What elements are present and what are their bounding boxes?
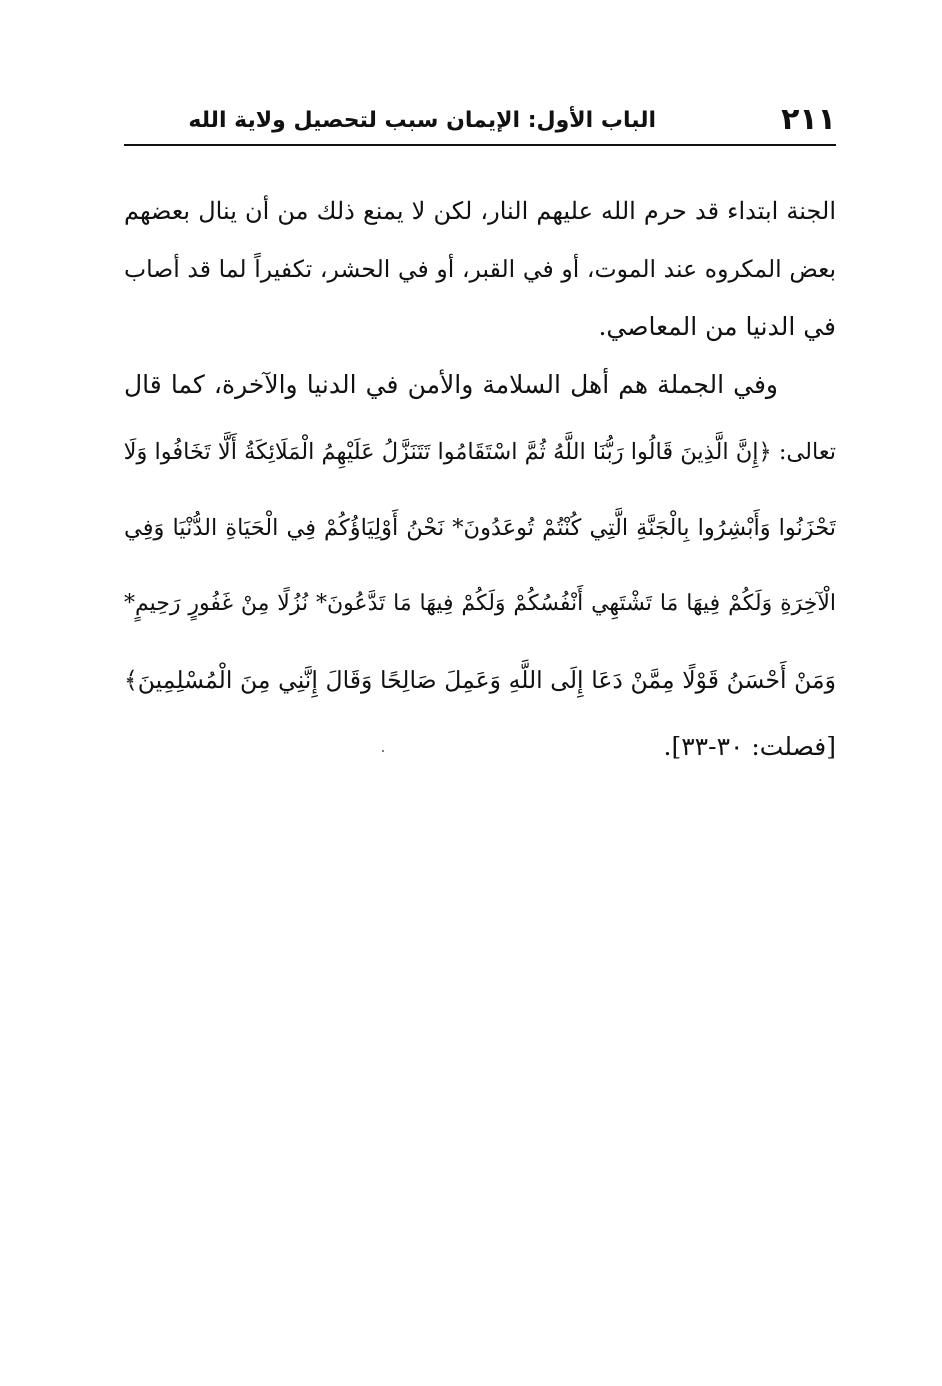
paragraph-line: الجنة ابتداء قد حرم الله عليهم النار، لكن لا يمنع ذلك من أن ينال بعضهم — [124, 197, 836, 225]
paragraph-line: بعض المكروه عند الموت، أو في القبر، أو في الحشر، تكفيراً لما قد أصاب — [124, 255, 836, 283]
chapter-title: الباب الأول: الإيمان سبب لتحصيل ولاية الله — [188, 108, 656, 133]
scan-speck — [382, 750, 384, 752]
page-number: ٢١١ — [781, 102, 836, 137]
quran-verse-line: تعالى: ﴿إِنَّ الَّذِينَ قَالُوا رَبُّنَا اللَّهُ ثُمَّ اسْتَقَامُوا تَتَنَزَّلُ عَلَيْهِمُ الْمَلَائِكَةُ أَلَّا تَخَافُوا وَلَا — [124, 439, 836, 465]
body-text — [124, 182, 836, 776]
quran-verse-line: الْآخِرَةِ وَلَكُمْ فِيهَا مَا تَشْتَهِي أَنْفُسُكُمْ وَلَكُمْ فِيهَا مَا تَدَّعُونَ* نُزُلًا مِنْ غَفُورٍ رَحِيمٍ* — [124, 591, 836, 616]
quran-verse-line: وَمَنْ أَحْسَنُ قَوْلًا مِمَّنْ دَعَا إِلَى اللَّهِ وَعَمِلَ صَالِحًا وَقَالَ إِنَّنِي مِنَ الْمُسْلِمِينَ﴾ — [124, 666, 836, 694]
verse-citation: [فصلت: ٣٠-٣٣]. — [663, 732, 836, 761]
quran-verse-line: تَحْزَنُوا وَأَبْشِرُوا بِالْجَنَّةِ الَّتِي كُنْتُمْ تُوعَدُونَ* نَحْنُ أَوْلِيَاؤُكُمْ فِي الْحَيَاةِ الدُّنْيَا وَفِي — [124, 515, 836, 541]
running-header — [124, 100, 836, 144]
paragraph-line: وفي الجملة هم أهل السلامة والأمن في الدنيا والآخرة، كما قال — [124, 370, 778, 399]
paragraph-line: في الدنيا من المعاصي. — [598, 312, 836, 341]
header-rule — [124, 144, 836, 146]
